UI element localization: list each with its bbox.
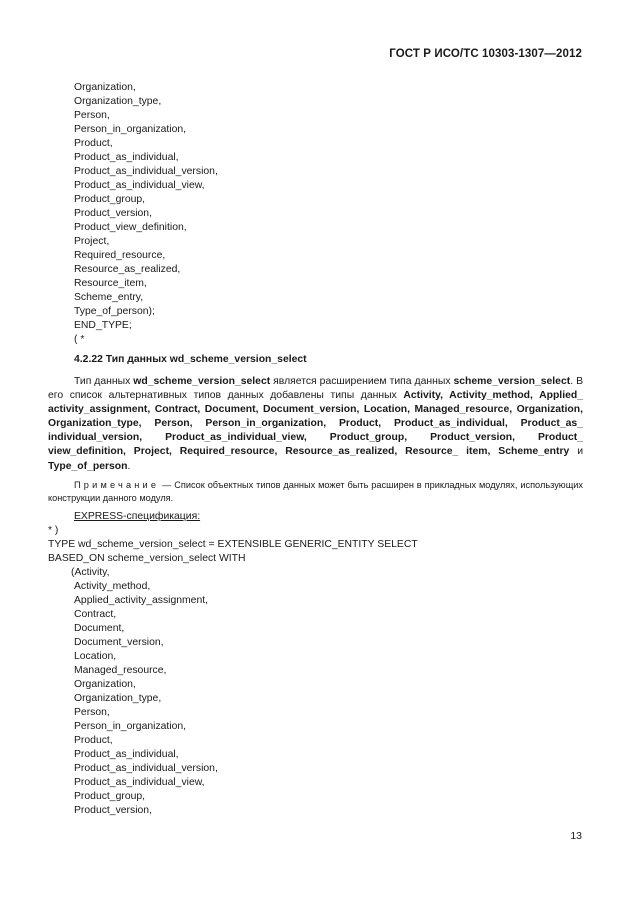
code-item: Product_group, [74, 791, 146, 802]
list-item: Required_resource, [74, 250, 166, 261]
code-item: Product_as_individual_version, [74, 763, 218, 774]
code-line: (Activity, [71, 567, 110, 578]
list-item: Person, [74, 110, 110, 121]
para-and: и [569, 446, 583, 458]
code-item: Person_in_organization, [74, 721, 187, 732]
code-item: Applied_activity_assignment, [74, 595, 208, 606]
note [48, 479, 583, 505]
list-item: Person_in_organization, [74, 124, 187, 135]
express-spec-label: EXPRESS-спецификация: [74, 511, 201, 522]
list-item: Product_as_individual_view, [74, 180, 205, 191]
list-item: Product, [74, 138, 113, 149]
list-item: END_TYPE; [74, 320, 132, 331]
standard-header: ГОСТ Р ИСО/ТС 10303-1307—2012 [389, 48, 582, 60]
para-last-type: Type_of_person [48, 460, 128, 472]
para-type-list: Activity, Activity_method, Applied_ activity_assignment, Contract, Document, Document_version, Location, Managed_resource, Organization, Organization_type, Person, Person_in_organization, Product, Product_as_individual, Product_as_ individual_version, Product_as_individual_view, Product_group, Product_version, Product_ view_definition, Project, Required_resource, Resource_as_realized, Resource_ item, Scheme_entry [48, 390, 583, 458]
para-base-type: scheme_version_select [453, 376, 571, 387]
list-item: Product_as_individual, [74, 152, 179, 163]
para-intro: Тип данных [74, 376, 134, 387]
list-item: Organization, [74, 82, 136, 93]
code-item: Product_as_individual_view, [74, 777, 205, 788]
code-item: Organization_type, [74, 693, 162, 704]
code-item: Product_version, [74, 805, 152, 816]
list-item: Product_version, [74, 208, 152, 219]
code-item: Organization, [74, 679, 136, 690]
list-item: Organization_type, [74, 96, 162, 107]
list-item: Product_group, [74, 194, 146, 205]
section-heading: 4.2.22 Тип данных wd_scheme_version_select [74, 354, 307, 365]
list-item: Type_of_person); [74, 306, 155, 317]
note-text: — Список объектных типов данных может быть расширен в прикладных модулях, использующих конструкции данного модуля. [48, 480, 583, 503]
list-item: Product_as_individual_version, [74, 166, 218, 177]
para-end: . [127, 460, 131, 472]
code-item: Product, [74, 735, 113, 746]
code-item: Activity_method, [74, 581, 151, 592]
code-item: Managed_resource, [74, 665, 167, 676]
list-item: Project, [74, 236, 110, 247]
list-item: ( * [74, 334, 85, 345]
code-line: TYPE wd_scheme_version_select = EXTENSIBLE GENERIC_ENTITY SELECT [48, 539, 418, 550]
list-item: Scheme_entry, [74, 292, 144, 303]
para-type-name: wd_scheme_version_select [133, 376, 271, 387]
section-paragraph [48, 375, 583, 474]
para-mid: является расширением типа данных [270, 376, 454, 387]
list-item: Product_view_definition, [74, 222, 187, 233]
code-item: Location, [74, 651, 117, 662]
page-number: 13 [570, 830, 582, 842]
code-line: BASED_ON scheme_version_select WITH [48, 553, 246, 564]
code-item: Person, [74, 707, 110, 718]
code-item: Document_version, [74, 637, 164, 648]
list-item: Resource_item, [74, 278, 147, 289]
code-line: * ) [48, 525, 59, 536]
code-item: Document, [74, 623, 125, 634]
list-item: Resource_as_realized, [74, 264, 181, 275]
code-item: Contract, [74, 609, 117, 620]
note-label: Примечание [74, 480, 160, 490]
code-item: Product_as_individual, [74, 749, 179, 760]
para-after-base: . В его список альтернативных типов данных добавлены типы данных [48, 376, 583, 402]
